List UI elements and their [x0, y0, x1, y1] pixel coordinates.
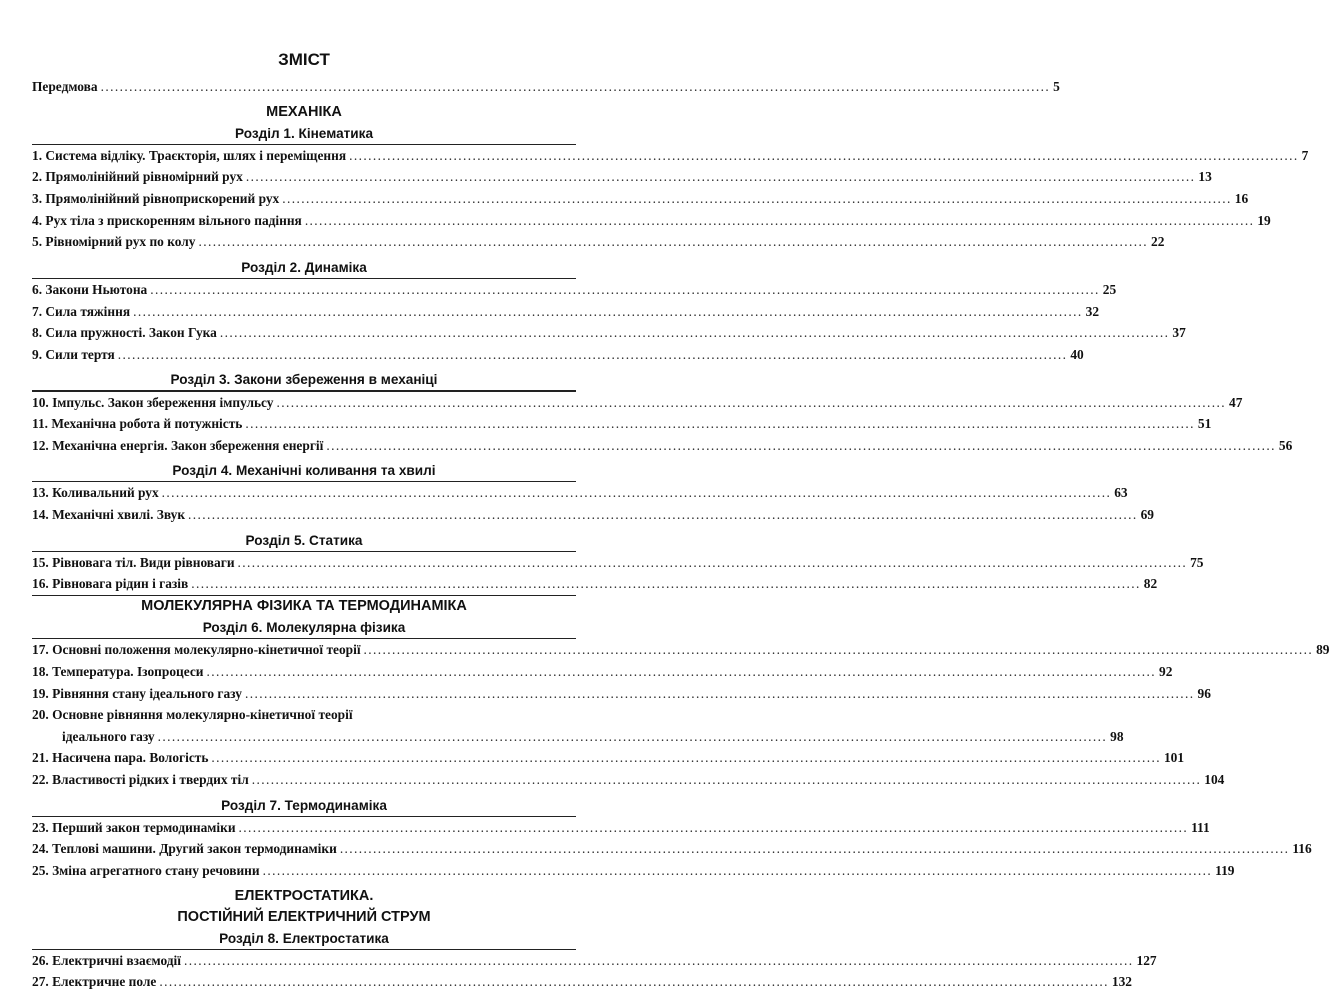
- leader-dots: ........................................................................................................................................................................................................: [133, 303, 1083, 319]
- entry-page: 111: [1191, 819, 1210, 835]
- leader-dots: ........................................................................................................................................................................................................: [276, 394, 1227, 410]
- toc-entry: [32, 435, 1293, 457]
- section-heading-1: Розділ 1. Кінематика: [234, 125, 374, 141]
- entry-text: 26. Електричні взаємодії: [32, 952, 181, 968]
- entry-text: 12. Механічна енергія. Закон збереження енергії: [32, 437, 324, 453]
- entry-page: 40: [1070, 346, 1084, 362]
- entry-text: 1. Система відліку. Траєкторія, шлях і переміщення: [32, 147, 347, 163]
- leader-dots: ........................................................................................................................................................................................................: [339, 841, 1290, 857]
- entry-text: 13. Коливальний рух: [32, 485, 159, 501]
- toc-entry: [32, 683, 1211, 705]
- leader-dots: ........................................................................................................................................................................................................: [237, 554, 1188, 570]
- entry-text: 2. Прямолінійний рівномірний рух: [32, 169, 243, 185]
- entry-text: 24. Теплові машини. Другий закон термодинаміки: [32, 841, 337, 857]
- entry-page: 7: [1301, 147, 1309, 163]
- leader-dots: ........................................................................................................................................................................................................: [157, 728, 1108, 744]
- section-heading-2: Розділ 2. Динаміка: [241, 259, 367, 275]
- part-heading-mechanics: МЕХАНІКА: [266, 103, 342, 120]
- entry-text: 17. Основні положення молекулярно-кінетичної теорії: [32, 642, 361, 658]
- toc-entry: [32, 344, 1084, 366]
- leader-dots: ........................................................................................................................................................................................................: [349, 147, 1299, 163]
- entry-page: 69: [1140, 507, 1154, 523]
- leader-dots: ........................................................................................................................................................................................................: [161, 485, 1112, 501]
- entry-page: 98: [1110, 728, 1124, 744]
- toc-entry: [32, 301, 1100, 323]
- preface-page: 5: [1053, 79, 1060, 94]
- section-heading-4: Розділ 4. Механічні коливання та хвилі: [172, 463, 436, 479]
- entry-page: 19: [1257, 212, 1271, 228]
- part-heading-electro-1: ЕЛЕКТРОСТАТИКА.: [234, 887, 374, 904]
- entry-page: 56: [1278, 437, 1293, 453]
- toc-entry: [32, 322, 1186, 344]
- entry-page: 63: [1114, 485, 1128, 501]
- leader-dots: ........................................................................................................................................................................................................: [198, 234, 1149, 250]
- entry-page: 127: [1136, 952, 1157, 968]
- preface-line: [32, 76, 1060, 98]
- entry-page: 132: [1111, 974, 1132, 990]
- leader-dots: ........................................................................................................................................................................................................: [238, 819, 1189, 835]
- entry-text: 14. Механічні хвилі. Звук: [32, 507, 186, 523]
- toc-entry: [32, 860, 1235, 882]
- toc-entry: [32, 950, 1157, 972]
- entry-text: 5. Рівномірний рух по колу: [32, 234, 196, 250]
- toc-entry: [32, 504, 1154, 526]
- entry-text: 27. Електричне поле: [32, 974, 157, 990]
- toc-entry: [32, 188, 1249, 210]
- entry-text: 10. Імпульс. Закон збереження імпульсу: [32, 394, 274, 410]
- toc-entry: [32, 838, 1312, 860]
- section-heading-5: Розділ 5. Статика: [245, 532, 363, 548]
- entry-page: 89: [1316, 642, 1329, 658]
- leader-dots: ........................................................................................................................................................................................................: [245, 416, 1195, 432]
- section-heading-7: Розділ 7. Термодинаміка: [221, 797, 387, 813]
- entry-page: 13: [1198, 169, 1212, 185]
- entry-text: 8. Сила пружності. Закон Гука: [32, 325, 217, 341]
- entry-text: 15. Рівновага тіл. Види рівноваги: [32, 554, 235, 570]
- entry-page: 75: [1190, 554, 1204, 570]
- entry-page: 104: [1204, 771, 1225, 787]
- entry-page: 119: [1215, 862, 1235, 878]
- toc-entry: [32, 639, 1329, 661]
- entry-text: 22. Властивості рідких і твердих тіл: [32, 771, 249, 787]
- leader-dots: ........................................................................................................................................................................................................: [100, 79, 1051, 94]
- entry-page: 82: [1143, 576, 1158, 592]
- entry-page: 32: [1085, 303, 1100, 319]
- entry-text: 7. Сила тяжіння: [32, 303, 131, 319]
- leader-dots: ........................................................................................................................................................................................................: [188, 507, 1138, 523]
- toc-title: ЗМІСТ: [278, 50, 330, 69]
- entry-text: 20. Основне рівняння молекулярно-кінетичної теорії: [32, 707, 353, 723]
- entry-page: 47: [1229, 394, 1243, 410]
- toc-entry: [32, 279, 1117, 301]
- toc-entry: [32, 704, 576, 726]
- entry-text: 16. Рівновага рідин і газів: [32, 576, 189, 592]
- entry-text: 23. Перший закон термодинаміки: [32, 819, 236, 835]
- toc-entry: [32, 413, 1212, 435]
- entry-text: 3. Прямолінійний рівноприскорений рух: [32, 190, 280, 206]
- toc-entry: [32, 971, 1132, 993]
- leader-dots: ........................................................................................................................................................................................................: [326, 437, 1276, 453]
- toc-page: [32, 0, 1329, 993]
- leader-dots: ........................................................................................................................................................................................................: [244, 685, 1195, 701]
- leader-dots: ........................................................................................................................................................................................................: [262, 862, 1213, 878]
- entry-page: 116: [1292, 841, 1312, 857]
- section-heading-6: Розділ 6. Молекулярна фізика: [202, 620, 406, 636]
- leader-dots: ........................................................................................................................................................................................................: [245, 169, 1196, 185]
- entry-text: ідеального газу: [62, 728, 155, 744]
- toc-entry: [32, 661, 1173, 683]
- toc-entry: [32, 573, 1158, 595]
- entry-page: 37: [1172, 325, 1186, 341]
- leader-dots: ........................................................................................................................................................................................................: [304, 212, 1255, 228]
- leader-dots: ........................................................................................................................................................................................................: [211, 750, 1161, 766]
- toc-entry: [32, 817, 1210, 839]
- entry-text: 21. Насичена пара. Вологість: [32, 750, 209, 766]
- toc-entry: [32, 166, 1212, 188]
- section-heading-3: Розділ 3. Закони збереження в механіці: [170, 372, 438, 388]
- entry-text: 6. Закони Ньютона: [32, 281, 148, 297]
- entry-page: 22: [1151, 234, 1165, 250]
- toc-entry: [32, 231, 1165, 253]
- leader-dots: ........................................................................................................................................................................................................: [191, 576, 1141, 592]
- section-heading-8: Розділ 8. Електростатика: [219, 930, 389, 946]
- toc-entry: [32, 747, 1185, 769]
- preface-text: Передмова: [32, 79, 98, 94]
- leader-dots: ........................................................................................................................................................................................................: [251, 771, 1202, 787]
- part-heading-electro-2: ПОСТІЙНИЙ ЕЛЕКТРИЧНИЙ СТРУМ: [177, 908, 431, 925]
- entry-text: 25. Зміна агрегатного стану речовини: [32, 862, 260, 878]
- entry-page: 96: [1197, 685, 1211, 701]
- leader-dots: ........................................................................................................................................................................................................: [219, 325, 1170, 341]
- leader-dots: ........................................................................................................................................................................................................: [150, 281, 1100, 297]
- leader-dots: ........................................................................................................................................................................................................: [282, 190, 1232, 206]
- toc-entry: [32, 552, 1204, 574]
- toc-entry: [32, 482, 1128, 504]
- entry-page: 16: [1234, 190, 1249, 206]
- toc-entry: [32, 392, 1243, 414]
- part-heading-molecular: МОЛЕКУЛЯРНА ФІЗИКА ТА ТЕРМОДИНАМІКА: [141, 598, 467, 615]
- entry-text: 9. Сили тертя: [32, 346, 115, 362]
- leader-dots: ........................................................................................................................................................................................................: [206, 664, 1157, 679]
- leader-dots: ........................................................................................................................................................................................................: [184, 952, 1134, 968]
- entry-page: 25: [1102, 281, 1117, 297]
- entry-text: 18. Температура. Ізопроцеси: [32, 664, 204, 679]
- toc-entry: [32, 145, 1309, 167]
- entry-page: 92: [1159, 664, 1173, 679]
- toc-entry-continuation: [32, 726, 1124, 748]
- entry-text: 11. Механічна робота й потужність: [32, 416, 243, 432]
- entry-text: 19. Рівняння стану ідеального газу: [32, 685, 242, 701]
- leader-dots: ........................................................................................................................................................................................................: [117, 346, 1068, 362]
- leader-dots: ........................................................................................................................................................................................................: [159, 974, 1109, 990]
- toc-entry: [32, 769, 1225, 791]
- leader-dots: ........................................................................................................................................................................................................: [363, 642, 1314, 658]
- entry-page: 51: [1197, 416, 1212, 432]
- toc-entry: [32, 210, 1271, 232]
- entry-text: 4. Рух тіла з прискоренням вільного падіння: [32, 212, 302, 228]
- entry-page: 101: [1163, 750, 1185, 766]
